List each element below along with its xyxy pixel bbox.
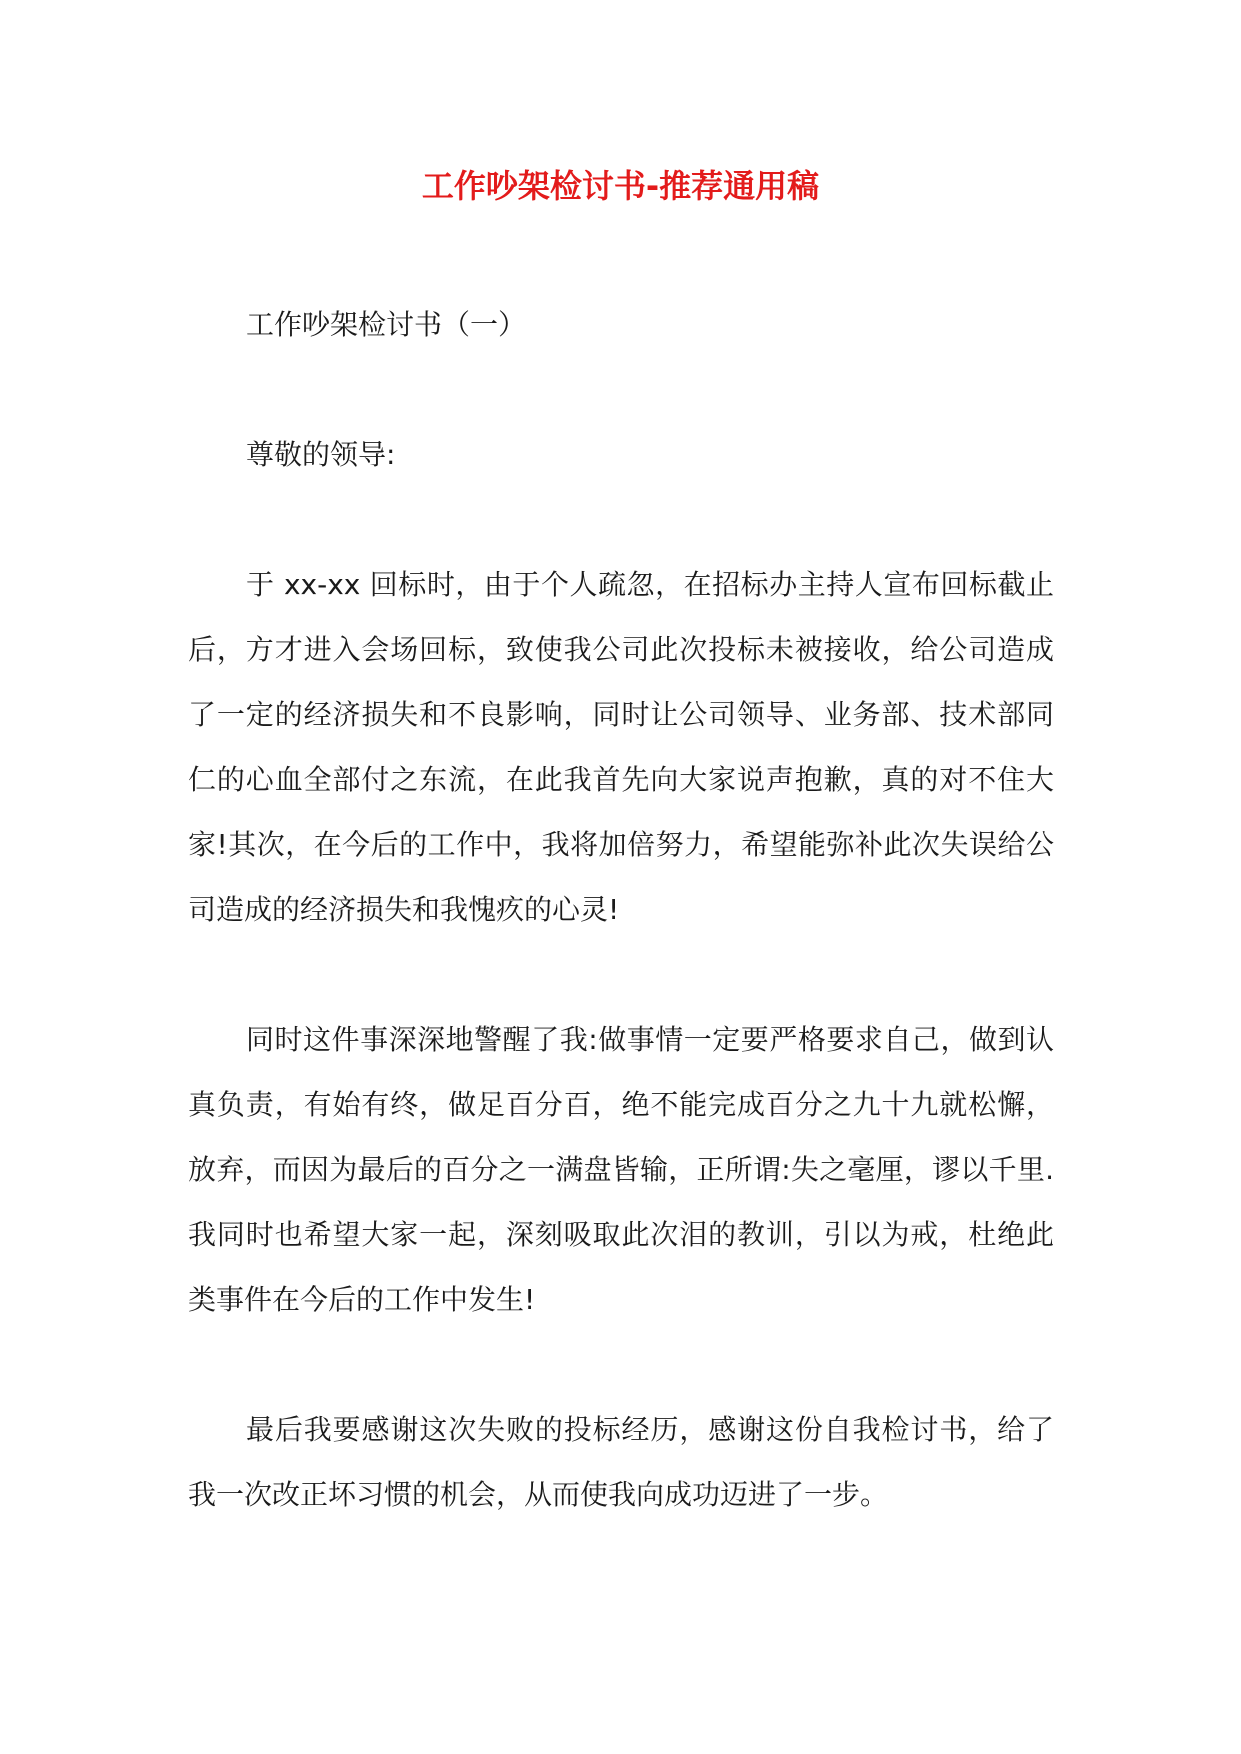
- paragraph-3: 最后我要感谢这次失败的投标经历，感谢这份自我检讨书，给了我一次改正坏习惯的机会，从而使我向成功迈进了一步。: [188, 1413, 1054, 1511]
- paragraph-1: 于 xx-xx 回标时，由于个人疏忽，在招标办主持人宣布回标截止后，方才进入会场回标，致使我公司此次投标未被接收，给公司造成了一定的经济损失和不良影响，同时让公司领导、业务部、技术部同仁的心血全部付之东流，在此我首先向大家说声抱歉，真的对不住大家!其次，在今后的工作中，我将加倍努力，希望能弥补此次失误给公司造成的经济损失和我愧疚的心灵!: [188, 568, 1054, 926]
- section-heading: 工作吵架检讨书（一）: [246, 308, 527, 341]
- paragraph-2: 同时这件事深深地警醒了我:做事情一定要严格要求自己，做到认真负责，有始有终，做足百分百，绝不能完成百分之九十九就松懈，放弃，而因为最后的百分之一满盘皆输，正所谓:失之毫厘，谬以千里.我同时也希望大家一起，深刻吸取此次泪的教训，引以为戒，杜绝此类事件在今后的工作中发生!: [188, 1023, 1054, 1316]
- document-title: 工作吵架检讨书-推荐通用稿: [421, 167, 820, 205]
- document-body: [188, 292, 1054, 1527]
- salutation: 尊敬的领导:: [246, 438, 396, 471]
